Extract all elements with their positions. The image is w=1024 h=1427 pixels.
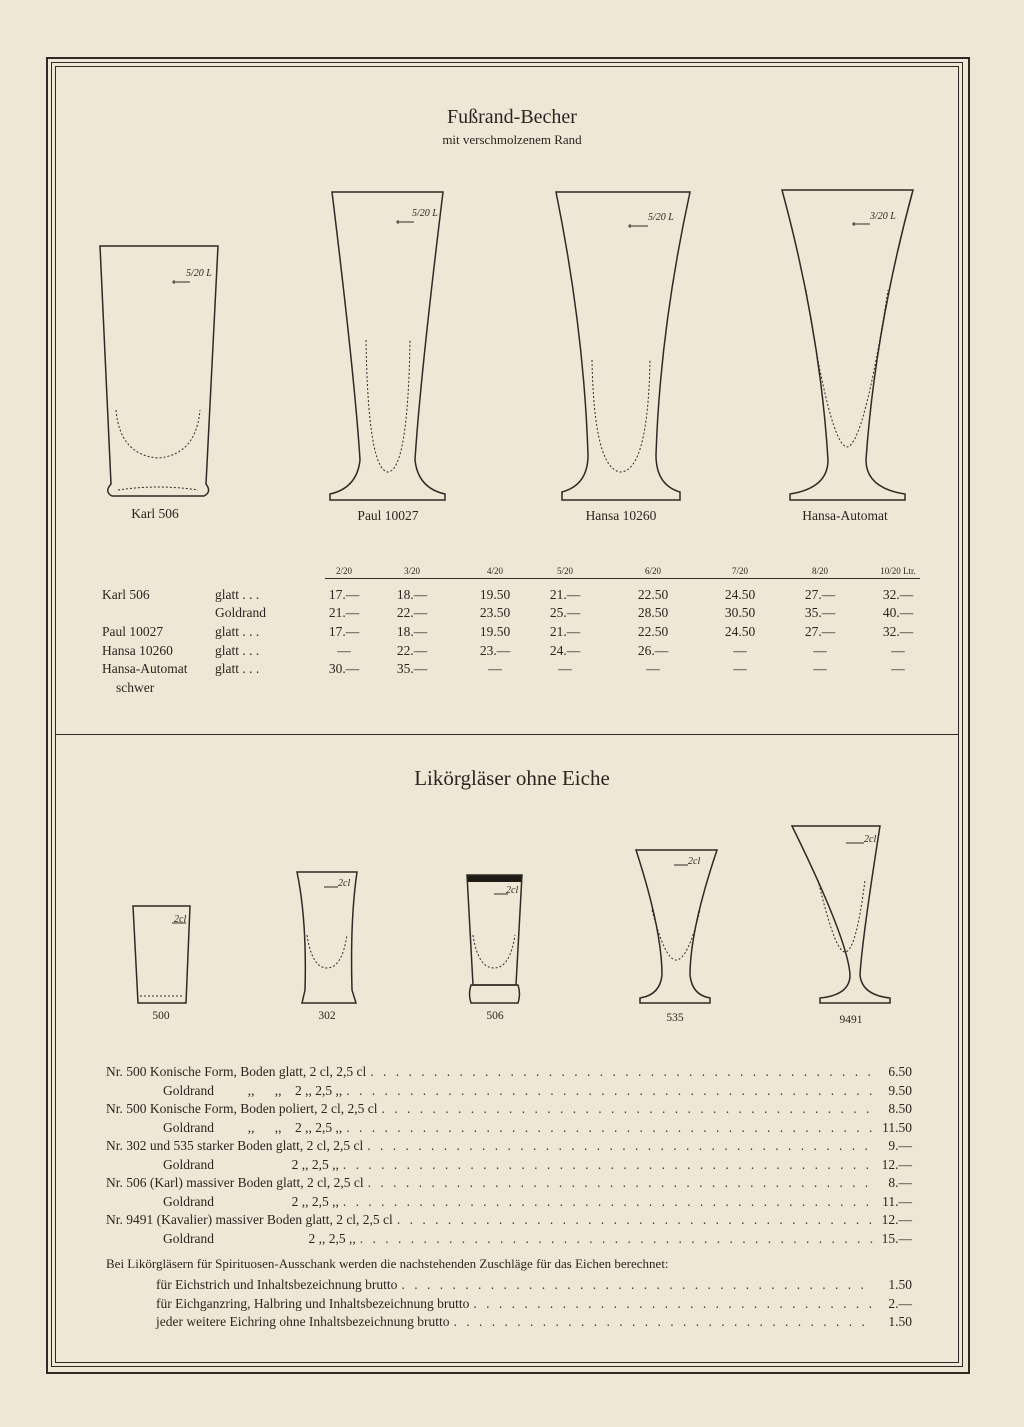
row-type: glatt . . . [215,661,260,676]
glass-caption: Hansa-Automat [802,508,888,523]
surcharge-line [106,1314,912,1332]
price-value: 11.50 [882,1119,912,1135]
price-cell: 35.— [396,661,428,676]
price-line-text: Nr. 506 (Karl) massiver Boden glatt, 2 cl, 2,5 cl [106,1175,364,1190]
glass-caption: Karl 506 [131,506,179,521]
glass-mark-label: 2cl [338,878,351,889]
price-line-text: Nr. 9491 (Kavalier) massiver Boden glatt, 2 cl, 2,5 cl [106,1212,393,1227]
dot-leader [367,1138,874,1154]
price-cell: 18.— [396,587,428,602]
price-cell: 30.— [328,661,360,676]
section-title-likoerglaeser: Likörgläser ohne Eiche [414,766,610,790]
glass-mark-label: 3/20 L [870,211,896,222]
surcharge-text: für Eichganzring, Halbring und Inhaltsbezeichnung brutto [156,1295,470,1311]
section-subtitle: mit verschmolzenem Rand [442,132,582,147]
dot-leader [343,1157,874,1173]
glass-302-drawing [297,872,357,1003]
price-value: 15.— [881,1230,912,1246]
price-cell: 26.— [637,643,669,658]
glass-535-drawing [636,850,717,1003]
price-value: 12.— [881,1212,912,1227]
row-type: glatt . . . [215,643,260,658]
price-cell: 19.50 [479,587,511,602]
glass-caption: 500 [152,1010,170,1022]
price-line-text: Goldrand 2 ,, 2,5 ,, [163,1156,339,1172]
price-cell: 21.— [328,605,360,620]
price-cell: 18.— [396,624,428,639]
dot-leader [370,1064,874,1080]
glass-mark-label: 2cl [688,856,701,867]
price-cell: 32.— [882,624,914,639]
price-line [106,1175,912,1193]
price-line [106,1231,912,1249]
surcharge-text: für Eichstrich und Inhaltsbezeichnung brutto [156,1277,398,1292]
price-cell: 24.50 [724,624,756,639]
glass-mark-label: 5/20 L [412,208,438,219]
column-header: 5/20 [556,566,574,576]
glass-caption: 302 [318,1010,336,1022]
price-cell: — [646,661,660,676]
column-header: 8/20 [811,566,829,576]
price-line-text: Goldrand 2 ,, 2,5 ,, [163,1193,339,1209]
glass-hansa-automat-drawing [782,190,913,500]
glass-mark-label: 5/20 L [186,268,212,279]
price-cell: — [891,661,905,676]
price-value: 8.50 [888,1101,912,1116]
price-cell: — [891,643,905,658]
glass-caption: 9491 [839,1014,863,1026]
price-cell: 22.50 [637,624,669,639]
price-cell: — [813,643,827,658]
price-line [106,1212,912,1230]
surcharge-line [106,1277,912,1295]
dot-leader [343,1194,874,1210]
price-cell: — [558,661,572,676]
glass-mark-label: 2cl [174,914,187,925]
price-cell: 27.— [804,587,836,602]
price-cell: — [337,643,351,658]
price-cell: 23.— [479,643,511,658]
price-cell: 24.— [549,643,581,658]
glass-caption: 535 [666,1012,684,1024]
price-value: 8.— [888,1175,912,1190]
price-cell: 23.50 [479,605,511,620]
glass-caption: Paul 10027 [357,508,419,523]
price-cell: 30.50 [724,605,756,620]
price-cell: 27.— [804,624,836,639]
surcharge-price: 1.50 [888,1314,912,1329]
surcharge-line [106,1296,912,1314]
column-header: 7/20 [731,566,749,576]
section-title-fussrand-becher: Fußrand-Becher [447,106,577,128]
price-cell: 35.— [804,605,836,620]
glass-mark-label: 2cl [506,885,519,896]
price-cell: 22.— [396,605,428,620]
price-cell: 17.— [328,624,360,639]
dot-leader [368,1175,874,1191]
surcharge-price: 2.— [888,1295,912,1311]
glass-mark-label: 2cl [864,834,877,845]
row-name: Hansa-Automat [102,661,188,676]
column-header: 10/20 Ltr. [880,566,916,576]
price-line [106,1138,912,1156]
price-cell: — [733,643,747,658]
price-line [106,1157,912,1175]
price-cell: 40.— [882,605,914,620]
price-line [106,1064,912,1082]
price-cell: 22.— [396,643,428,658]
price-line-text: Nr. 302 und 535 starker Boden glatt, 2 cl, 2,5 cl [106,1138,364,1153]
price-line [106,1120,912,1138]
glass-hansa-10260-drawing [556,192,690,500]
glass-caption: Hansa 10260 [585,508,657,523]
price-value: 12.— [881,1156,912,1172]
price-line-text: Goldrand ,, ,, 2 ,, 2,5 ,, [163,1082,343,1098]
price-cell: 21.— [549,587,581,602]
glass-mark-label: 5/20 L [648,212,674,223]
table-header-rule [325,578,920,579]
dot-leader [454,1314,874,1330]
glass-9491-drawing [792,826,890,1003]
glass-caption: 506 [486,1010,504,1022]
price-cell: 24.50 [724,587,756,602]
row-type: glatt . . . [215,587,260,602]
glass-karl-506-drawing [100,246,218,496]
row-name: Paul 10027 [102,624,164,639]
dot-leader [381,1101,874,1117]
dot-leader [360,1231,874,1247]
row-name: Hansa 10260 [102,643,173,658]
column-header: 2/20 [335,566,353,576]
price-cell: 28.50 [637,605,669,620]
column-header: 3/20 [403,566,421,576]
price-line-text: Nr. 500 Konische Form, Boden poliert, 2 cl, 2,5 cl [106,1101,378,1116]
price-value: 9.— [888,1138,912,1153]
row-note: schwer [116,680,155,695]
row-name: Karl 506 [102,587,150,602]
price-cell: 25.— [549,605,581,620]
price-line-text: Goldrand 2 ,, 2,5 ,, [163,1230,356,1246]
price-value: 9.50 [888,1082,912,1098]
price-cell: 21.— [549,624,581,639]
dot-leader [346,1120,874,1136]
price-line-text: Goldrand ,, ,, 2 ,, 2,5 ,, [163,1119,343,1135]
price-cell: 32.— [882,587,914,602]
price-cell: — [813,661,827,676]
price-line [106,1101,912,1119]
surcharge-text: jeder weitere Eichring ohne Inhaltsbezeichnung brutto [156,1314,450,1329]
dot-leader [473,1296,874,1312]
price-cell: — [733,661,747,676]
surcharge-price: 1.50 [888,1277,912,1292]
glass-paul-10027-drawing [330,192,445,500]
row-type: Goldrand [215,605,266,620]
price-cell: 17.— [328,587,360,602]
dot-leader [397,1212,874,1228]
price-line [106,1194,912,1212]
price-value: 6.50 [888,1064,912,1079]
row-type: glatt . . . [215,624,260,639]
column-header: 4/20 [486,566,504,576]
price-line [106,1083,912,1101]
price-value: 11.— [882,1193,912,1209]
dot-leader [401,1277,874,1293]
surcharge-intro: Bei Likörgläsern für Spirituosen-Ausschank werden die nachstehenden Zuschläge für das Eichen berechnet: [106,1256,669,1271]
price-cell: 22.50 [637,587,669,602]
price-cell: 19.50 [479,624,511,639]
price-line-text: Nr. 500 Konische Form, Boden glatt, 2 cl, 2,5 cl [106,1064,367,1079]
price-cell: — [488,661,502,676]
dot-leader [346,1083,874,1099]
column-header: 6/20 [644,566,662,576]
